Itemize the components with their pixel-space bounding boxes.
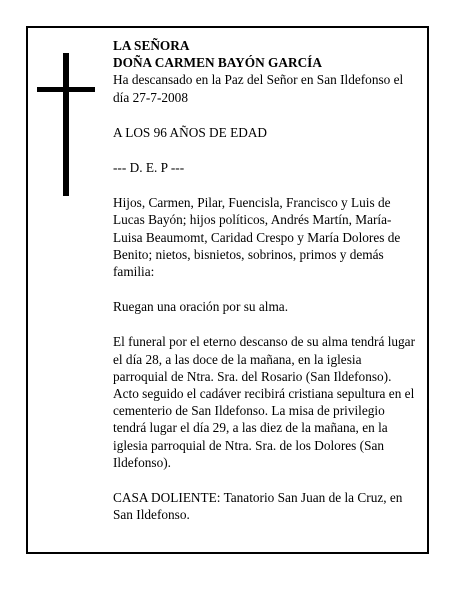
cross-icon-bar	[37, 87, 95, 92]
prayer-request: Ruegan una oración por su alma.	[113, 299, 289, 315]
title-line: LA SEÑORA	[113, 38, 190, 53]
family-paragraph: Hijos, Carmen, Pilar, Fuencisla, Francisco y Luis de Lucas Bayón; hijos políticos, Andrés Martín, María-Luisa Beaumomt, Caridad Crespo y María Dolores de Benito; nietos, bisnietos, sobrinos, primos y demás familia:	[113, 195, 401, 280]
rip-line: --- D. E. P ---	[113, 160, 185, 176]
cross-icon	[63, 53, 69, 196]
obituary-content	[113, 37, 418, 523]
deceased-name: DOÑA CARMEN BAYÓN GARCÍA	[113, 55, 322, 71]
rest-statement: Ha descansado en la Paz del Señor en San Ildefonso el día 27-7-2008	[113, 72, 404, 105]
age-line: A LOS 96 AÑOS DE EDAD	[113, 124, 268, 140]
mourning-house: CASA DOLIENTE: Tanatorio San Juan de la Cruz, en San Ildefonso.	[113, 490, 403, 523]
funeral-paragraph: El funeral por el eterno descanso de su alma tendrá lugar el día 28, a las doce de la mañana, en la iglesia parroquial de Ntra. Sra. del Rosario (San Ildefonso). Acto seguido el cadáver recibirá cristiana sepultura en el cementerio de San Ildefonso. La misa de privilegio tendrá lugar el día 29, a las diez de la mañana, en la iglesia parroquial de Ntra. Sra. de los Dolores (San Ildefonso).	[113, 334, 416, 470]
